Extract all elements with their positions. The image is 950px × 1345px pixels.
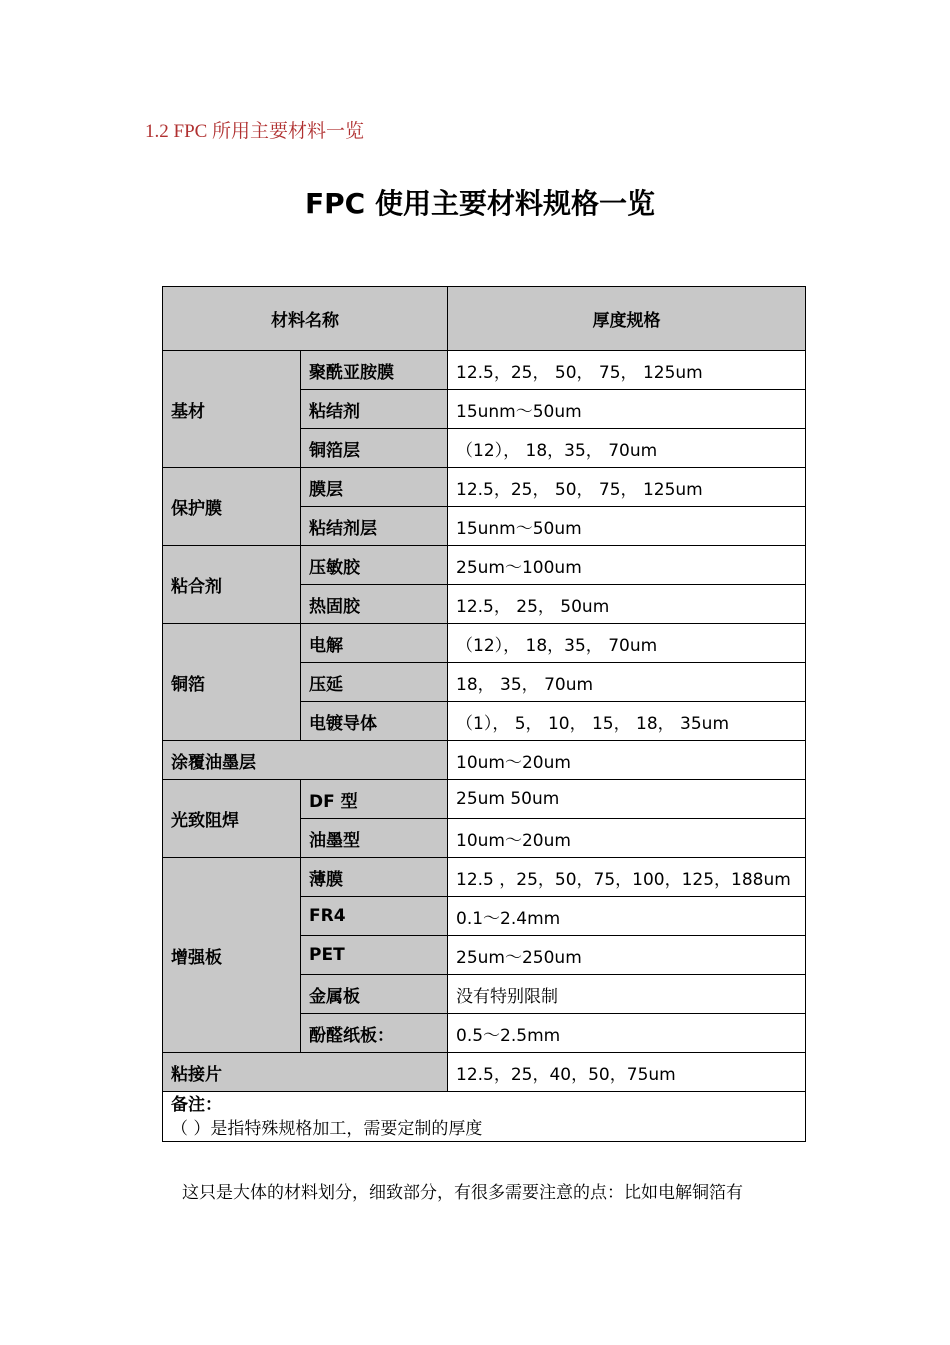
thickness-value-cell: 12.5，25， 50， 75， 125um <box>448 351 806 390</box>
subcategory-cell: 膜层 <box>301 468 448 507</box>
subcategory-cell: 电解 <box>301 624 448 663</box>
thickness-value-cell: 12.5， 25， 50um <box>448 585 806 624</box>
table-row <box>163 780 806 819</box>
subcategory-cell: 酚醛纸板： <box>301 1014 448 1053</box>
subcategory-cell: 金属板 <box>301 975 448 1014</box>
note-label: 备注： <box>171 1094 222 1115</box>
table-row <box>163 546 806 585</box>
thickness-value-cell: （12）， 18，35， 70um <box>448 429 806 468</box>
thickness-value-cell: 12.5，25， 50， 75， 125um <box>448 468 806 507</box>
table-row <box>163 858 806 897</box>
category-cell: 粘合剂 <box>163 546 301 624</box>
category-cell: 增强板 <box>163 858 301 1053</box>
materials-spec-table <box>162 286 806 1142</box>
subcategory-cell: 薄膜 <box>301 858 448 897</box>
section-heading: 1.2 FPC 所用主要材料一览 <box>145 121 365 142</box>
note-row <box>163 1092 806 1142</box>
subcategory-cell: DF 型 <box>301 780 448 819</box>
thickness-value-cell: 15unm～50um <box>448 507 806 546</box>
table-row <box>163 624 806 663</box>
note-text: （ ）是指特殊规格加工，需要定制的厚度 <box>171 1118 483 1139</box>
subcategory-cell: 压敏胶 <box>301 546 448 585</box>
thickness-value-cell: 10um～20um <box>448 741 806 780</box>
subcategory-cell: 压延 <box>301 663 448 702</box>
thickness-value-cell: （1）， 5， 10， 15， 18， 35um <box>448 702 806 741</box>
category-cell: 基材 <box>163 351 301 468</box>
thickness-value-cell: （12）， 18，35， 70um <box>448 624 806 663</box>
subcategory-cell: 粘结剂层 <box>301 507 448 546</box>
body-paragraph: 这只是大体的材料划分，细致部分，有很多需要注意的点：比如电解铜箔有 <box>182 1183 743 1203</box>
subcategory-cell: 铜箔层 <box>301 429 448 468</box>
table-row <box>163 741 806 780</box>
subcategory-cell: 热固胶 <box>301 585 448 624</box>
table-header-row <box>163 287 806 351</box>
thickness-value-cell: 12.5，25，40，50，75um <box>448 1053 806 1092</box>
header-thickness-spec: 厚度规格 <box>448 287 806 351</box>
thickness-value-cell: 18， 35， 70um <box>448 663 806 702</box>
subcategory-cell: 油墨型 <box>301 819 448 858</box>
subcategory-cell: 聚酰亚胺膜 <box>301 351 448 390</box>
category-cell: 涂覆油墨层 <box>163 741 448 780</box>
header-material-name: 材料名称 <box>163 287 448 351</box>
category-cell: 铜箔 <box>163 624 301 741</box>
thickness-value-cell: 没有特别限制 <box>448 975 806 1014</box>
thickness-value-cell: 25um～100um <box>448 546 806 585</box>
thickness-value-cell: 0.5～2.5mm <box>448 1014 806 1053</box>
subcategory-cell: 粘结剂 <box>301 390 448 429</box>
subcategory-cell: FR4 <box>301 897 448 936</box>
thickness-value-cell: 15unm～50um <box>448 390 806 429</box>
category-cell: 保护膜 <box>163 468 301 546</box>
subcategory-cell: 电镀导体 <box>301 702 448 741</box>
thickness-value-cell: 25um～250um <box>448 936 806 975</box>
table-row <box>163 468 806 507</box>
thickness-value-cell: 0.1～2.4mm <box>448 897 806 936</box>
subcategory-cell: PET <box>301 936 448 975</box>
category-cell: 光致阻焊 <box>163 780 301 858</box>
category-cell: 粘接片 <box>163 1053 448 1092</box>
table-row <box>163 1053 806 1092</box>
note-cell <box>163 1092 806 1142</box>
thickness-value-cell: 10um～20um <box>448 819 806 858</box>
thickness-value-cell: 12.5 ，25，50，75，100，125，188um <box>448 858 806 897</box>
document-title: FPC 使用主要材料规格一览 <box>305 187 655 220</box>
table-row <box>163 351 806 390</box>
thickness-value-cell: 25um 50um <box>448 780 806 819</box>
